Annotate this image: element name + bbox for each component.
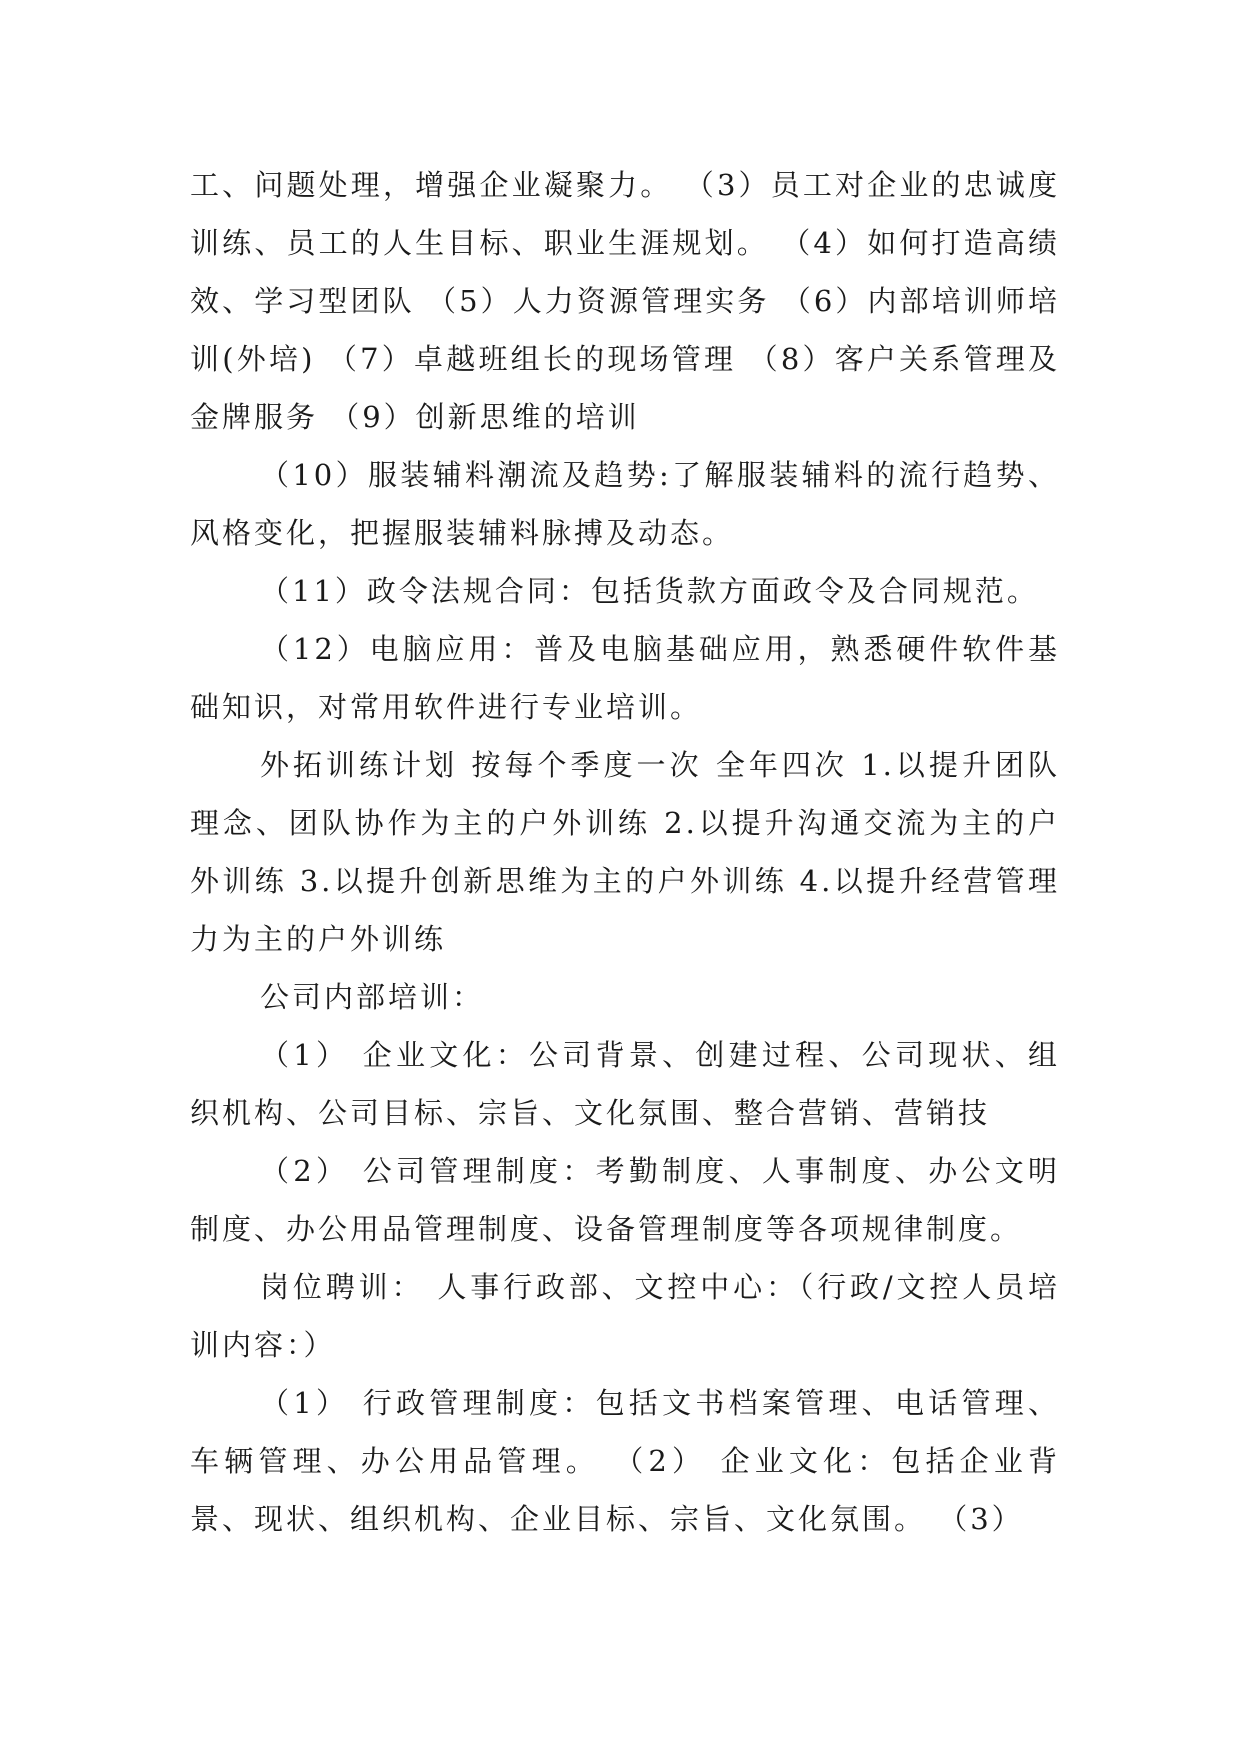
paragraph-post-training: 岗位聘训： 人事行政部、文控中心：（行政/文控人员培训内容：）	[190, 1270, 1060, 1362]
paragraph-internal-training-heading: 公司内部培训：	[260, 980, 485, 1014]
paragraph-accessories-trends: （10）服装辅料潮流及趋势:了解服装辅料的流行趋势、风格变化，把握服装辅料脉搏及动态。	[190, 458, 1060, 550]
document-body	[190, 156, 1060, 1548]
paragraph-outdoor-training-plan: 外拓训练计划 按每个季度一次 全年四次 1.以提升团队理念、团队协作为主的户外训练 2.以提升沟通交流为主的户外训练 3.以提升创新思维为主的户外训练 4.以提升经营管理力为主的户外训练	[190, 748, 1060, 956]
paragraph-corporate-culture: （1） 企业文化：公司背景、创建过程、公司现状、组织机构、公司目标、宗旨、文化氛围、整合营销、营销技	[190, 1038, 1060, 1130]
paragraph-training-list: 工、问题处理，增强企业凝聚力。 （3）员工对企业的忠诚度训练、员工的人生目标、职业生涯规划。 （4）如何打造高绩效、学习型团队 （5）人力资源管理实务 （6）内部培训师培训(外培) （7）卓越班组长的现场管理 （8）客户关系管理及金牌服务 （9）创新思维的培训	[190, 168, 1060, 434]
paragraph-regulations-contracts: （11）政令法规合同：包括货款方面政令及合同规范。	[260, 574, 1039, 608]
paragraph-computer-applications: （12）电脑应用：普及电脑基础应用，熟悉硬件软件基础知识，对常用软件进行专业培训。	[190, 632, 1060, 724]
paragraph-management-system: （2） 公司管理制度：考勤制度、人事制度、办公文明制度、办公用品管理制度、设备管理制度等各项规律制度。	[190, 1154, 1060, 1246]
paragraph-admin-training-content: （1） 行政管理制度：包括文书档案管理、电话管理、车辆管理、办公用品管理。 （2） 企业文化：包括企业背景、现状、组织机构、企业目标、宗旨、文化氛围。 （3）	[190, 1386, 1060, 1536]
